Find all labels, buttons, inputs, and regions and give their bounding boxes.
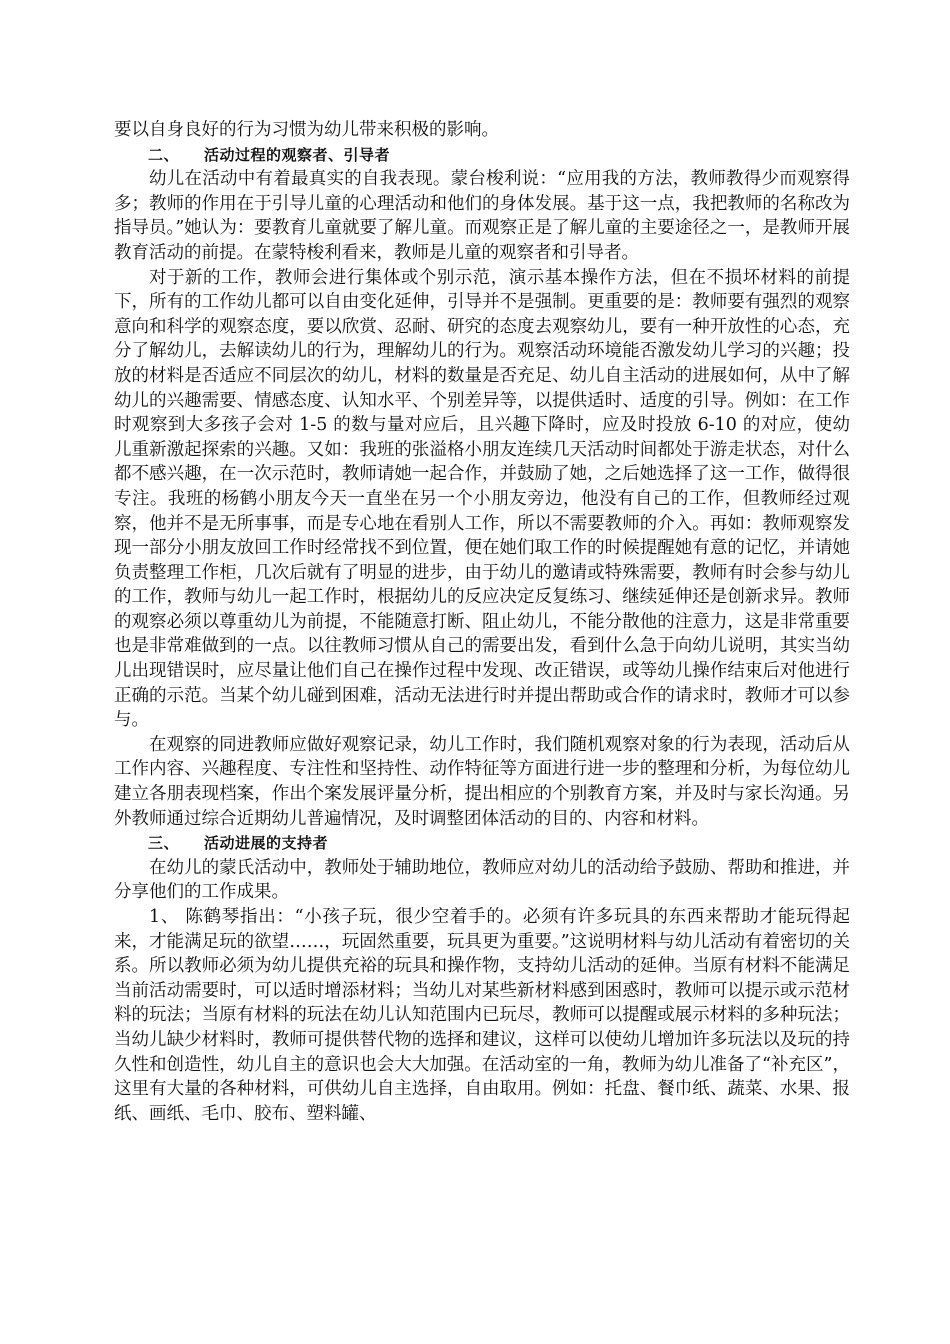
- section-title: 活动进展的支持者: [204, 834, 329, 853]
- paragraph-intro: 要以自身良好的行为习惯为幼儿带来积极的影响。: [114, 120, 499, 140]
- paragraph-support: 在幼儿的蒙氏活动中，教师处于辅助地位，教师应对幼儿的活动给予鼓励、帮助和推进，并分享他们的工作成果。: [114, 857, 850, 903]
- section-heading-2: [114, 143, 850, 168]
- section-heading-3: [114, 831, 850, 856]
- document-page: [114, 118, 850, 1126]
- paragraph-observation: 幼儿在活动中有着最真实的自我表现。蒙台梭利说：“应用我的方法，教师教得少而观察得多；教师的作用在于引导儿童的心理活动和他们的身体发展。基于这一点，我把教师的名称改为指导员。”她认为：要教育儿童就要了解儿童。而观察正是了解儿童的主要途径之一，是教师开展教育活动的前提。在蒙特梭利看来，教师是儿童的观察者和引导者。: [114, 169, 850, 263]
- paragraph-guidance: 对于新的工作，教师会进行集体或个别示范，演示基本操作方法，但在不损坏材料的前提下，所有的工作幼儿都可以自由变化延伸，引导并不是强制。更重要的是：教师要有强烈的观察意向和科学的观察态度，要以欣赏、忍耐、研究的态度去观察幼儿，要有一种开放性的心态，充分了解幼儿，去解读幼儿的行为，理解幼儿的行为。观察活动环境能否激发幼儿学习的兴趣；投放的材料是否适应不同层次的幼儿，材料的数量是否充足、幼儿自主活动的进展如何，从中了解幼儿的兴趣需要、情感态度、认知水平、个别差异等，以提供适时、适度的引导。例如：在工作时观察到大多孩子会对 1-5 的数与量对应后，且兴趣下降时，应及时投放 6-10 的对应，使幼儿重新激起探索的兴趣。又如：我班的张溢格小朋友连续几天活动时间都处于游走状态，对什么都不感兴趣，在一次示范时，教师请她一起合作，并鼓励了她，之后她选择了这一工作，做得很专注。我班的杨鹤小朋友今天一直坐在另一个小朋友旁边，他没有自己的工作，但教师经过观察，他并不是无所事事，而是专心地在看别人工作，所以不需要教师的介入。再如：教师观察发现一部分小朋友放回工作时经常找不到位置，便在她们取工作的时候提醒她有意的记忆，并请她负责整理工作柜，几次后就有了明显的进步，由于幼儿的邀请或特殊需要，教师有时会参与幼儿的工作，教师与幼儿一起工作时，根据幼儿的反应决定反复练习、继续延伸还是创新求异。教师的观察必须以尊重幼儿为前提，不能随意打断、阻止幼儿，不能分散他的注意力，这是非常重要也是非常难做到的一点。以往教师习惯从自己的需要出发，看到什么急于向幼儿说明，其实当幼儿出现错误时，应尽量让他们自己在操作过程中发现、改正错误，或等幼儿操作结束后对他进行正确的示范。当某个幼儿碰到困难，活动无法进行时并提出帮助或合作的请求时，教师才可以参与。: [114, 267, 850, 731]
- section-number: 二、: [148, 145, 180, 164]
- section-title: 活动过程的观察者、引导者: [204, 145, 391, 164]
- section-number: 三、: [148, 834, 180, 853]
- paragraph-materials: 1、 陈鹤琴指出：“小孩子玩，很少空着手的。必须有许多玩具的东西来帮助才能玩得起来，才能满足玩的欲望……，玩固然重要，玩具更为重要。”这说明材料与幼儿活动有着密切的关系。所以教师必须为幼儿提供充裕的玩具和操作物，支持幼儿活动的延伸。当原有材料不能满足当前活动需要时，可以适时增添材料；当幼儿对某些新材料感到困惑时，教师可以提示或示范材料的玩法；当原有材料的玩法在幼儿认知范围内已玩尽，教师可以提醒或展示材料的多种玩法；当幼儿缺少材料时，教师可提供替代物的选择和建议，这样可以使幼儿增加许多玩法以及玩的持久性和创造性，幼儿自主的意识也会大大加强。在活动室的一角，教师为幼儿准备了“补充区”，这里有大量的各种材料，可供幼儿自主选择，自由取用。例如：托盘、餐巾纸、蔬菜、水果、报纸、画纸、毛巾、胶布、塑料罐、: [114, 907, 850, 1124]
- paragraph-records: 在观察的同进教师应做好观察记录，幼儿工作时，我们随机观察对象的行为表现，活动后从工作内容、兴趣程度、专注性和坚持性、动作特征等方面进行进一步的整理和分析，为每位幼儿建立各朋表现档案，作出个案发展评量分析，提出相应的个别教育方案，并及时与家长沟通。另外教师通过综合近期幼儿普遍情况，及时调整团体活动的目的、内容和材料。: [114, 734, 850, 829]
